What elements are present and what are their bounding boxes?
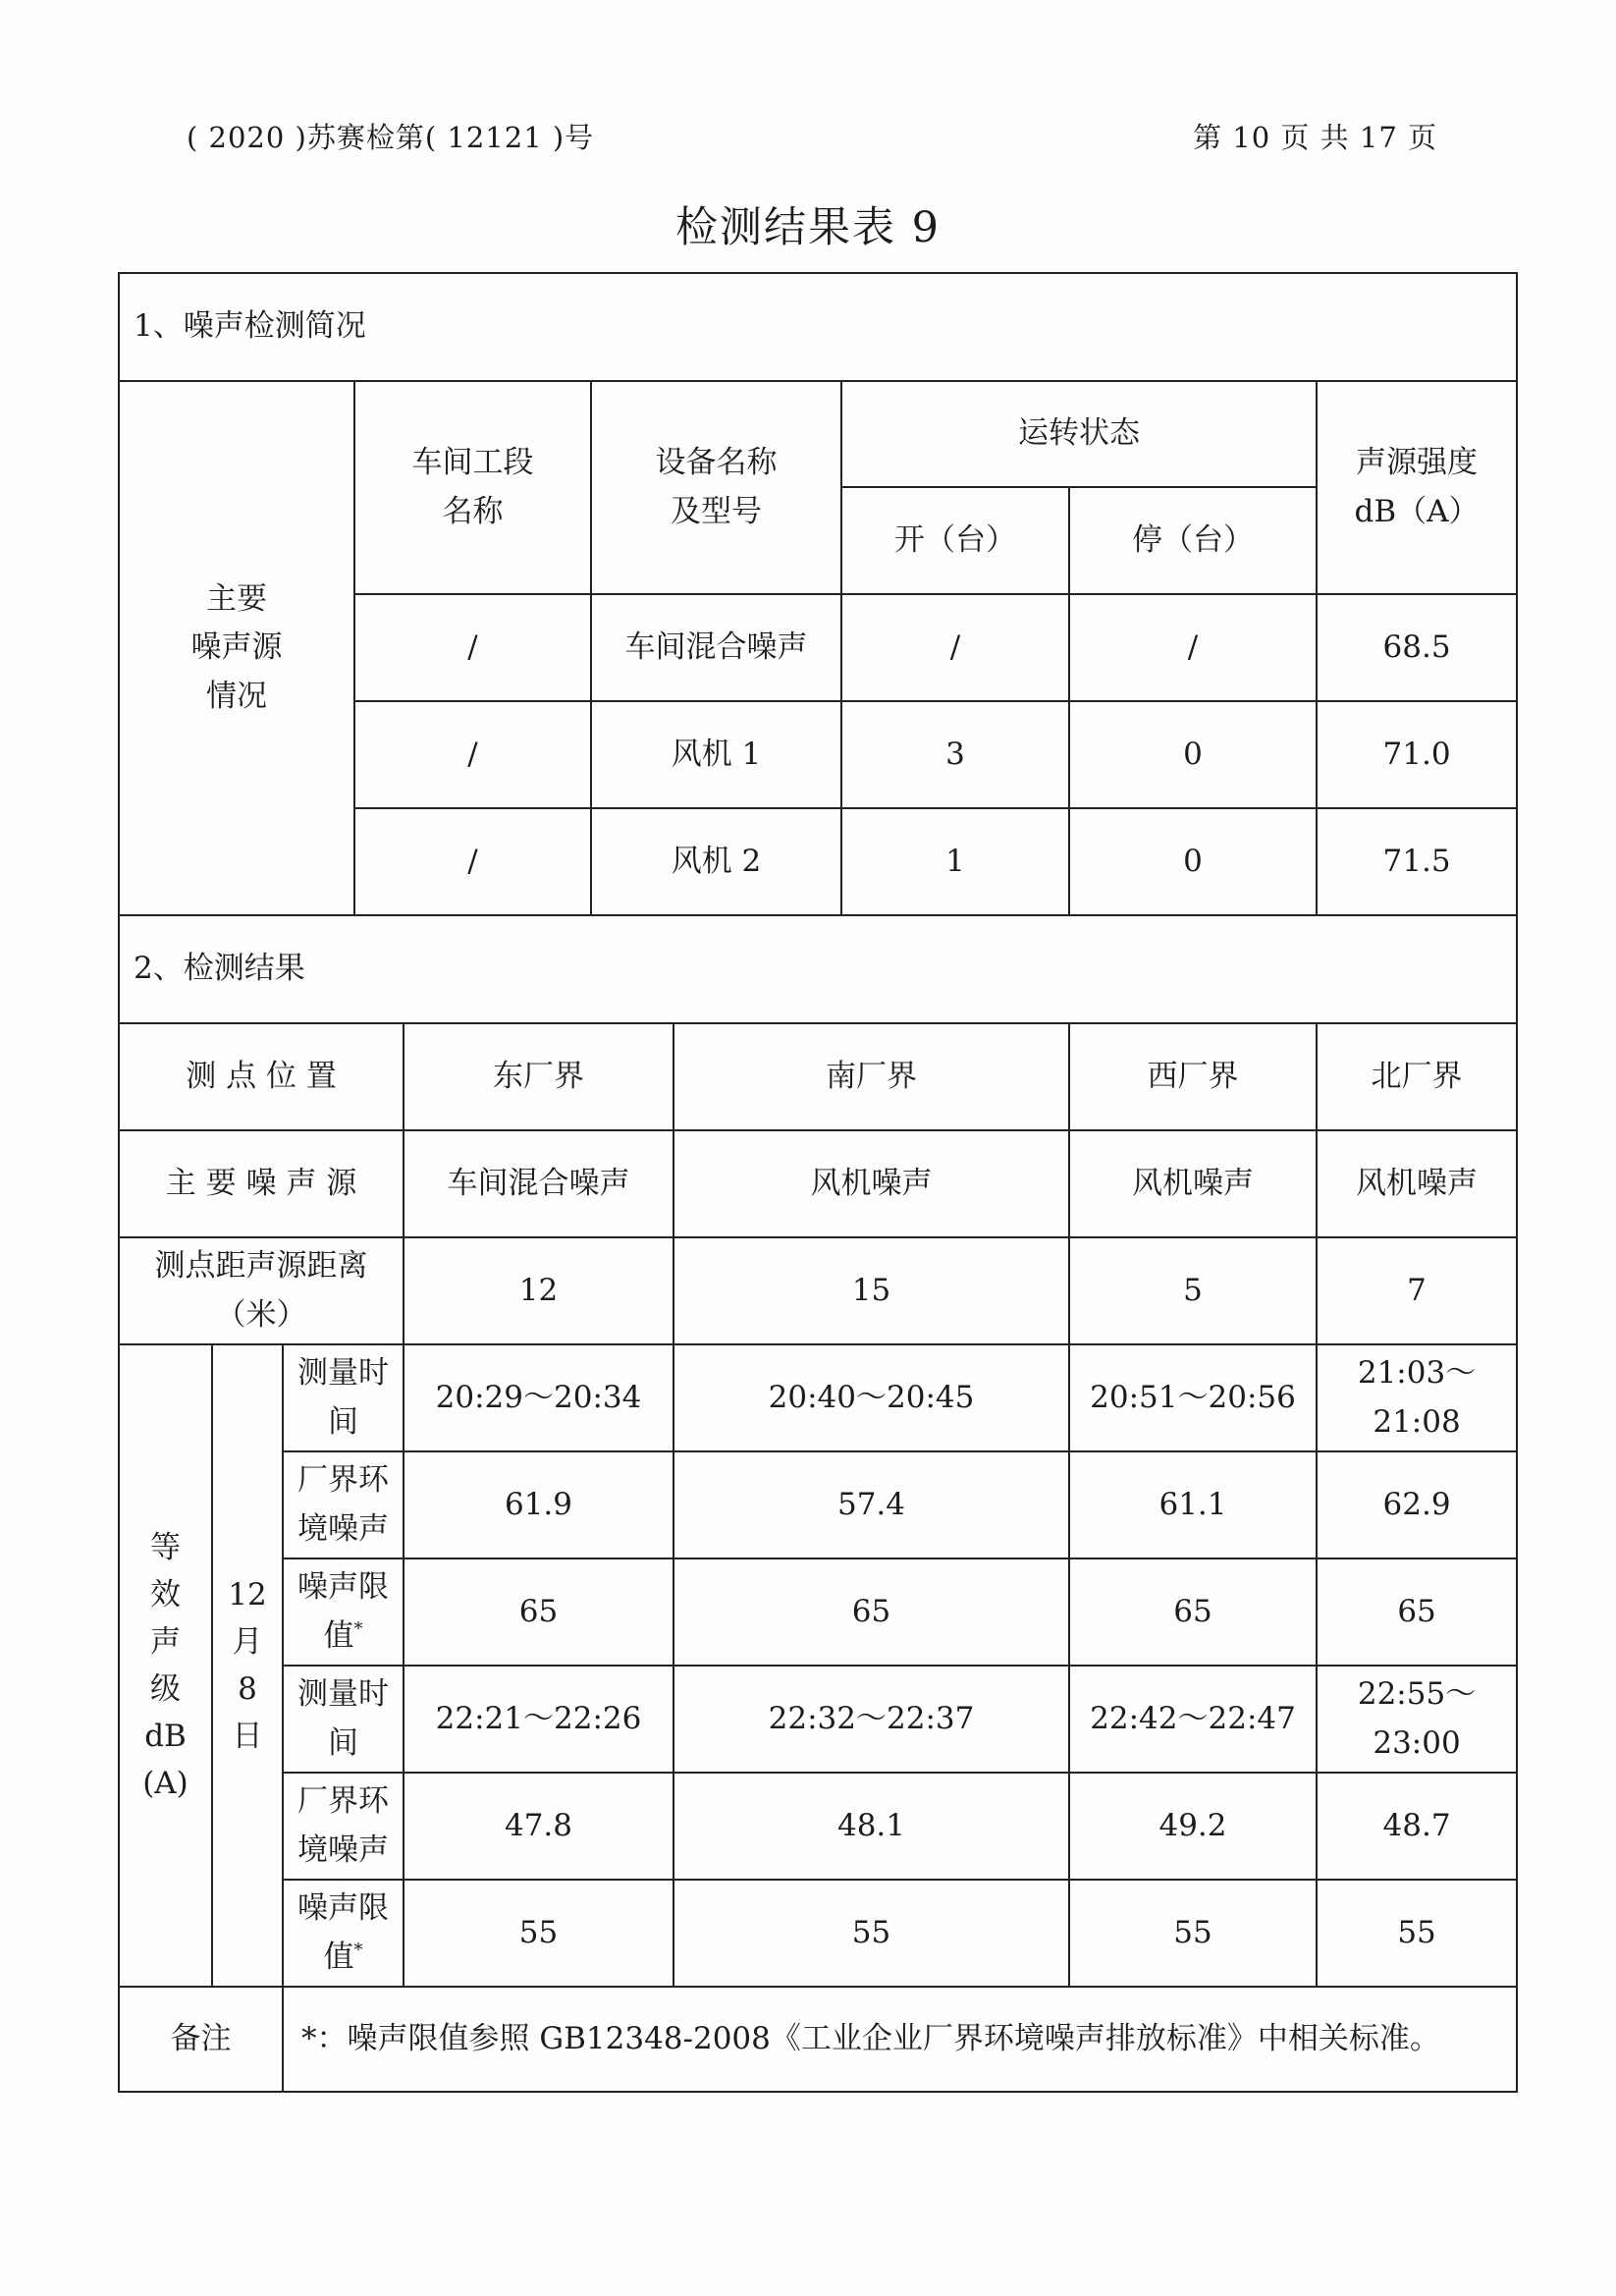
equivalent-level-label: 等 效 声 级 dB (A) [119,1344,212,1987]
workshop-cell: / [354,701,591,808]
page-info: 第 10 页 共 17 页 [1193,121,1437,154]
remark-text: *：噪声限值参照 GB12348-2008《工业企业厂界环境噪声排放标准》中相关标准。 [283,1987,1517,2092]
boundary-noise-label: 厂界环境噪声 [283,1451,404,1558]
section1-title: 1、噪声检测简况 [119,273,1517,381]
on-count-cell: 1 [841,808,1069,915]
time-cell: 20:40～20:45 [673,1344,1069,1451]
measure-time-label: 测量时间 [283,1666,404,1773]
measure-time-row-night [119,1666,1517,1773]
intensity-cell: 68.5 [1317,594,1517,701]
limit-cell: 65 [1317,1558,1517,1666]
noise-cell: 62.9 [1317,1451,1517,1558]
section2-title: 2、检测结果 [119,915,1517,1023]
time-cell: 20:51～20:56 [1069,1344,1317,1451]
limit-cell: 55 [1317,1880,1517,1987]
equipment-header: 设备名称 及型号 [591,381,841,594]
results-table [118,272,1518,2093]
on-count-cell: / [841,594,1069,701]
distance-label: 测点距声源距离（米） [119,1237,404,1344]
time-cell: 22:55～23:00 [1317,1666,1517,1773]
distance-cell: 15 [673,1237,1069,1344]
distance-row [119,1237,1517,1344]
source-cell: 风机噪声 [1317,1130,1517,1237]
document-number: ( 2020 )苏赛检第( 12121 )号 [187,121,595,154]
workshop-header: 车间工段 名称 [354,381,591,594]
limit-cell: 55 [404,1880,673,1987]
source-row [119,1130,1517,1237]
source-cell: 车间混合噪声 [404,1130,673,1237]
equipment-cell: 车间混合噪声 [591,594,841,701]
date-label: 12 月 8 日 [212,1344,283,1987]
noise-limit-label: 噪声限值* [283,1558,404,1666]
distance-cell: 12 [404,1237,673,1344]
off-count-cell: / [1069,594,1317,701]
section2-title-row [119,915,1517,1023]
location-east: 东厂界 [404,1023,673,1130]
location-south: 南厂界 [673,1023,1069,1130]
limit-row-day [119,1558,1517,1666]
limit-cell: 65 [673,1558,1069,1666]
limit-cell: 65 [1069,1558,1317,1666]
noise-cell: 49.2 [1069,1773,1317,1880]
time-cell: 22:42～22:47 [1069,1666,1317,1773]
noise-row-night [119,1773,1517,1880]
location-label: 测 点 位 置 [119,1023,404,1130]
off-count-header: 停（台） [1069,487,1317,594]
time-cell: 21:03～21:08 [1317,1344,1517,1451]
location-west: 西厂界 [1069,1023,1317,1130]
off-count-cell: 0 [1069,701,1317,808]
asterisk-mark: * [353,1940,363,1961]
location-north: 北厂界 [1317,1023,1517,1130]
time-cell: 20:29～20:34 [404,1344,673,1451]
on-count-header: 开（台） [841,487,1069,594]
source-label: 主 要 噪 声 源 [119,1130,404,1237]
noise-row-day [119,1451,1517,1558]
limit-cell: 55 [673,1880,1069,1987]
limit-row-night [119,1880,1517,1987]
operating-status-header: 运转状态 [841,381,1317,487]
intensity-cell: 71.0 [1317,701,1517,808]
section1-header-row [119,381,1517,487]
section1-title-row [119,273,1517,381]
workshop-cell: / [354,808,591,915]
limit-cell: 55 [1069,1880,1317,1987]
source-cell: 风机噪声 [1069,1130,1317,1237]
main-noise-source-label: 主要 噪声源 情况 [119,381,354,915]
measure-time-row-day [119,1344,1517,1451]
page-title: 检测结果表 9 [674,203,942,252]
noise-limit-label: 噪声限值* [283,1880,404,1987]
time-cell: 22:21～22:26 [404,1666,673,1773]
boundary-noise-label: 厂界环境噪声 [283,1773,404,1880]
noise-cell: 57.4 [673,1451,1069,1558]
equipment-cell: 风机 2 [591,808,841,915]
on-count-cell: 3 [841,701,1069,808]
remark-label: 备注 [119,1987,283,2092]
noise-cell: 47.8 [404,1773,673,1880]
noise-cell: 48.7 [1317,1773,1517,1880]
noise-cell: 48.1 [673,1773,1069,1880]
asterisk-mark: * [353,1618,363,1640]
off-count-cell: 0 [1069,808,1317,915]
distance-cell: 7 [1317,1237,1517,1344]
source-cell: 风机噪声 [673,1130,1069,1237]
limit-cell: 65 [404,1558,673,1666]
equipment-cell: 风机 1 [591,701,841,808]
distance-cell: 5 [1069,1237,1317,1344]
intensity-cell: 71.5 [1317,808,1517,915]
location-row [119,1023,1517,1130]
noise-cell: 61.9 [404,1451,673,1558]
measure-time-label: 测量时间 [283,1344,404,1451]
noise-cell: 61.1 [1069,1451,1317,1558]
remark-row [119,1987,1517,2092]
intensity-header: 声源强度 dB（A） [1317,381,1517,594]
workshop-cell: / [354,594,591,701]
time-cell: 22:32～22:37 [673,1666,1069,1773]
